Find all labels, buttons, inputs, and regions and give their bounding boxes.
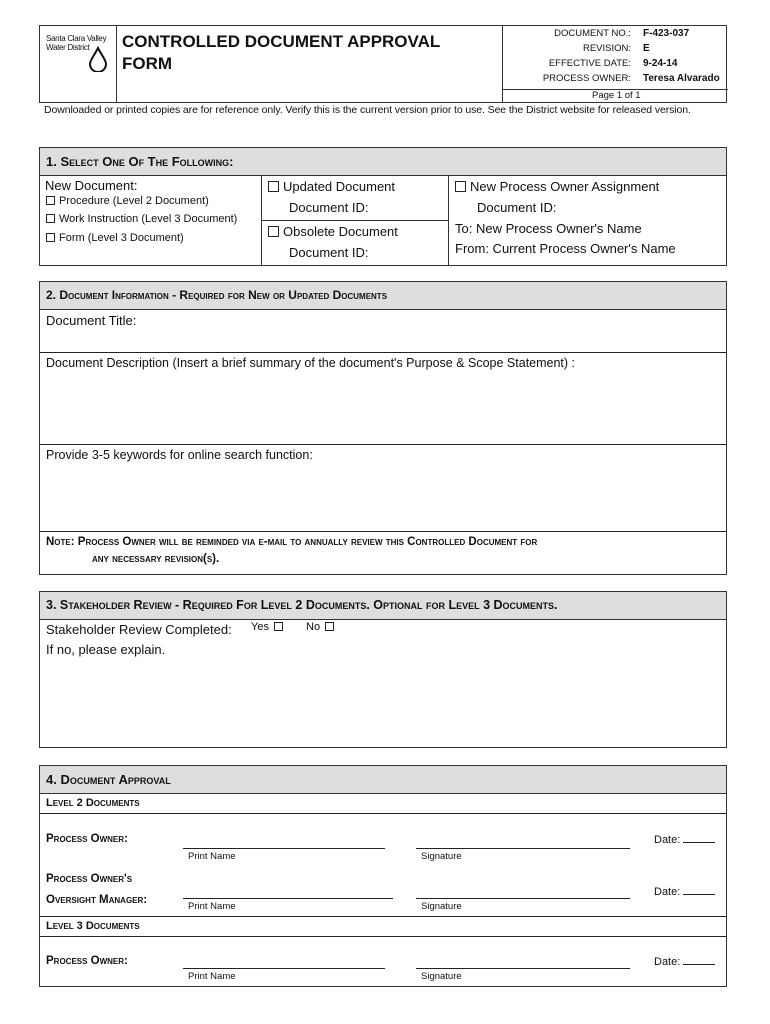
logo-name-line1: Santa Clara Valley bbox=[46, 34, 107, 43]
review-yes-option[interactable]: Yes bbox=[251, 621, 287, 633]
checkbox-review-yes[interactable] bbox=[274, 622, 283, 631]
obsolete-document-id: Document ID: bbox=[289, 245, 369, 260]
option-form[interactable]: Form (Level 3 Document) bbox=[46, 232, 184, 244]
date-label-l3[interactable]: Date: bbox=[654, 954, 715, 968]
disclaimer: Downloaded or printed copies are for reference only. Verify this is the current version prior to use. See the District website for released version. bbox=[44, 104, 691, 116]
review-no-option[interactable]: No bbox=[306, 621, 338, 633]
print-name-caption: Print Name bbox=[188, 901, 236, 912]
effective-date-value: 9-24-14 bbox=[643, 58, 678, 69]
checkbox-review-no[interactable] bbox=[325, 622, 334, 631]
oversight-manager-label-2: Oversight Manager: bbox=[46, 894, 148, 906]
checkbox-procedure[interactable] bbox=[46, 196, 55, 205]
date-label-l2[interactable]: Date: bbox=[654, 832, 715, 846]
checkbox-obsolete-document[interactable] bbox=[268, 226, 279, 237]
doc-no-value: F-423-037 bbox=[643, 28, 690, 39]
logo bbox=[40, 26, 117, 102]
doc-info-panel bbox=[502, 26, 728, 102]
note-line1: Note: Process Owner will be reminded via e-mail to annually review this Controlled Document for bbox=[46, 536, 538, 548]
process-owner-label-l3: Process Owner: bbox=[46, 955, 128, 967]
signature-caption: Signature bbox=[421, 901, 462, 912]
checkbox-form[interactable] bbox=[46, 233, 55, 242]
print-name-caption: Print Name bbox=[188, 851, 236, 862]
option-work-instruction[interactable]: Work Instruction (Level 3 Document) bbox=[46, 213, 237, 225]
section-3 bbox=[39, 591, 727, 748]
signature-caption: Signature bbox=[421, 971, 462, 982]
print-name-line-oversight[interactable] bbox=[183, 898, 393, 899]
page-number: Page 1 of 1 bbox=[592, 90, 641, 101]
document-description-field[interactable]: Document Description (Insert a brief summary of the document's Purpose & Scope Statement) : bbox=[46, 356, 576, 370]
new-owner-name: To: New Process Owner's Name bbox=[455, 221, 642, 236]
updated-document-id: Document ID: bbox=[289, 200, 369, 215]
current-owner-name: From: Current Process Owner's Name bbox=[455, 241, 676, 256]
process-owner-label: PROCESS OWNER: bbox=[542, 73, 631, 84]
keywords-field[interactable]: Provide 3-5 keywords for online search function: bbox=[46, 448, 313, 462]
option-obsolete-document[interactable]: Obsolete Document bbox=[268, 224, 398, 239]
explain-field[interactable]: If no, please explain. bbox=[46, 642, 166, 657]
checkbox-updated-document[interactable] bbox=[268, 181, 279, 192]
signature-line-l3[interactable] bbox=[416, 968, 630, 969]
section-4 bbox=[39, 765, 727, 987]
section-2 bbox=[39, 281, 727, 575]
signature-line-l2[interactable] bbox=[416, 848, 630, 849]
section-2-title: 2. Document Information - Required for New or Updated Documents bbox=[40, 282, 726, 310]
logo-name-line2: Water District bbox=[46, 43, 90, 52]
print-name-line-l2[interactable] bbox=[183, 848, 385, 849]
date-label-oversight[interactable]: Date: bbox=[654, 884, 715, 898]
form-title-line1: CONTROLLED DOCUMENT APPROVAL bbox=[122, 32, 441, 51]
doc-no-label: DOCUMENT NO.: bbox=[554, 28, 631, 39]
revision-value: E bbox=[643, 43, 650, 54]
checkbox-new-owner-assignment[interactable] bbox=[455, 181, 466, 192]
process-owner-value: Teresa Alvarado bbox=[643, 73, 720, 84]
checkbox-work-instruction[interactable] bbox=[46, 214, 55, 223]
section-3-title: 3. Stakeholder Review - Required For Level 2 Documents. Optional for Level 3 Documents. bbox=[40, 592, 726, 620]
water-drop-icon bbox=[88, 46, 108, 72]
option-updated-document[interactable]: Updated Document bbox=[268, 179, 395, 194]
signature-line-oversight[interactable] bbox=[416, 898, 630, 899]
form-title-line2: FORM bbox=[122, 54, 173, 73]
level-3-heading: Level 3 Documents bbox=[46, 920, 140, 932]
header-box bbox=[39, 25, 727, 103]
section-1 bbox=[39, 147, 727, 266]
note-line2: any necessary revision(s). bbox=[92, 553, 220, 565]
print-name-caption: Print Name bbox=[188, 971, 236, 982]
stakeholder-review-label: Stakeholder Review Completed: bbox=[46, 622, 232, 637]
section-4-title: 4. Document Approval bbox=[40, 766, 726, 794]
print-name-line-l3[interactable] bbox=[183, 968, 385, 969]
effective-date-label: EFFECTIVE DATE: bbox=[548, 58, 631, 69]
signature-caption: Signature bbox=[421, 851, 462, 862]
revision-label: REVISION: bbox=[582, 43, 631, 54]
new-document-label: New Document: bbox=[45, 178, 138, 193]
level-2-heading: Level 2 Documents bbox=[46, 797, 140, 809]
oversight-manager-label-1: Process Owner's bbox=[46, 873, 133, 885]
owner-assignment-doc-id: Document ID: bbox=[477, 200, 557, 215]
option-procedure[interactable]: Procedure (Level 2 Document) bbox=[46, 195, 209, 207]
document-title-field[interactable]: Document Title: bbox=[46, 313, 137, 328]
option-new-owner-assignment[interactable]: New Process Owner Assignment bbox=[455, 179, 659, 194]
section-1-title: 1. Select One Of The Following: bbox=[40, 148, 726, 176]
process-owner-label-l2: Process Owner: bbox=[46, 833, 128, 845]
